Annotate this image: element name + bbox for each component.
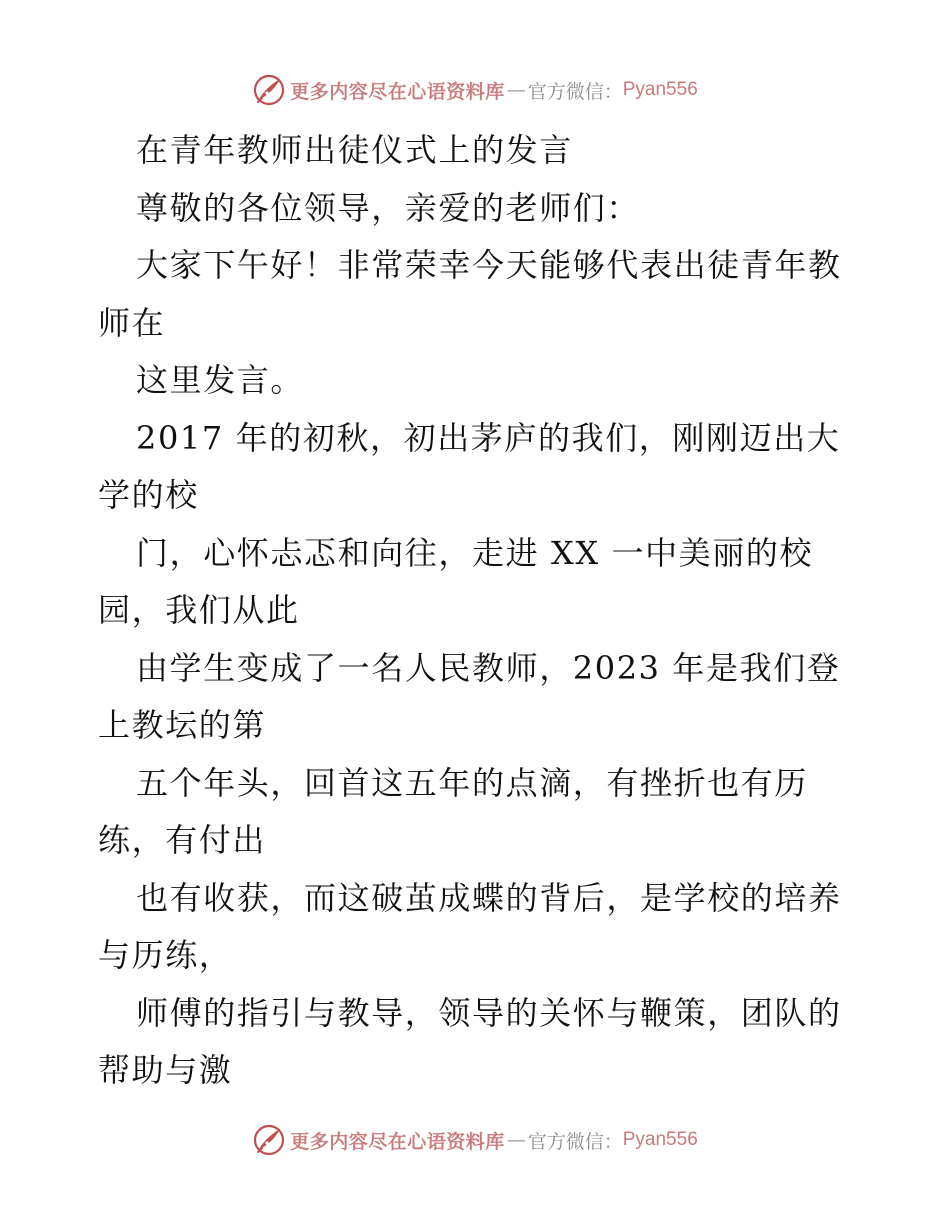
text-line: 学的校 bbox=[98, 476, 199, 514]
text-line: 也有收获，而这破茧成蝶的背后，是学校的培养 bbox=[136, 878, 842, 917]
text-line: 师傅的指引与教导，领导的关怀与鞭策，团队的 bbox=[136, 993, 842, 1032]
footer-banner bbox=[0, 1120, 950, 1160]
text-line: 大家下午好！非常荣幸今天能够代表出徒青年教 bbox=[136, 246, 842, 284]
document-title: 在青年教师出徒仪式上的发言 bbox=[136, 131, 573, 169]
text-line: 尊敬的各位领导，亲爱的老师们： bbox=[136, 188, 641, 227]
banner-wechat-id: Pyan556 bbox=[622, 79, 698, 100]
banner-library-text: 更多内容尽在心语资料库 bbox=[290, 80, 505, 103]
text-line: 上教坛的第 bbox=[98, 706, 267, 744]
text-line: 帮助与激 bbox=[98, 1051, 233, 1089]
banner-separator: — bbox=[506, 79, 526, 101]
banner-wechat-id: Pyan556 bbox=[622, 1129, 698, 1150]
text-line: 2017 年的初秋，初出茅庐的我们，刚刚迈出大 bbox=[136, 418, 841, 457]
text-line: 练，有付出 bbox=[98, 821, 267, 859]
banner-separator: — bbox=[506, 1129, 526, 1151]
quill-pen-logo-icon bbox=[252, 73, 286, 107]
banner-library-text: 更多内容尽在心语资料库 bbox=[290, 1130, 505, 1153]
banner-wechat-label: 官方微信： bbox=[527, 80, 623, 103]
text-line: 门，心怀忐忑和向往，走进 XX 一中美丽的校 bbox=[136, 533, 814, 572]
footer-banner-content bbox=[252, 1123, 698, 1157]
header-banner bbox=[0, 70, 950, 110]
text-line: 师在 bbox=[98, 303, 166, 342]
quill-pen-logo-icon bbox=[252, 1123, 286, 1157]
document-body bbox=[98, 122, 868, 1100]
text-line: 与历练， bbox=[98, 936, 233, 974]
text-line: 这里发言。 bbox=[136, 361, 305, 399]
header-banner-content bbox=[252, 73, 698, 107]
text-line: 园，我们从此 bbox=[98, 591, 300, 629]
text-line: 由学生变成了一名人民教师，2023 年是我们登 bbox=[136, 648, 841, 687]
text-line: 五个年头，回首这五年的点滴，有挫折也有历 bbox=[136, 763, 809, 802]
banner-wechat-label: 官方微信： bbox=[527, 1130, 623, 1153]
